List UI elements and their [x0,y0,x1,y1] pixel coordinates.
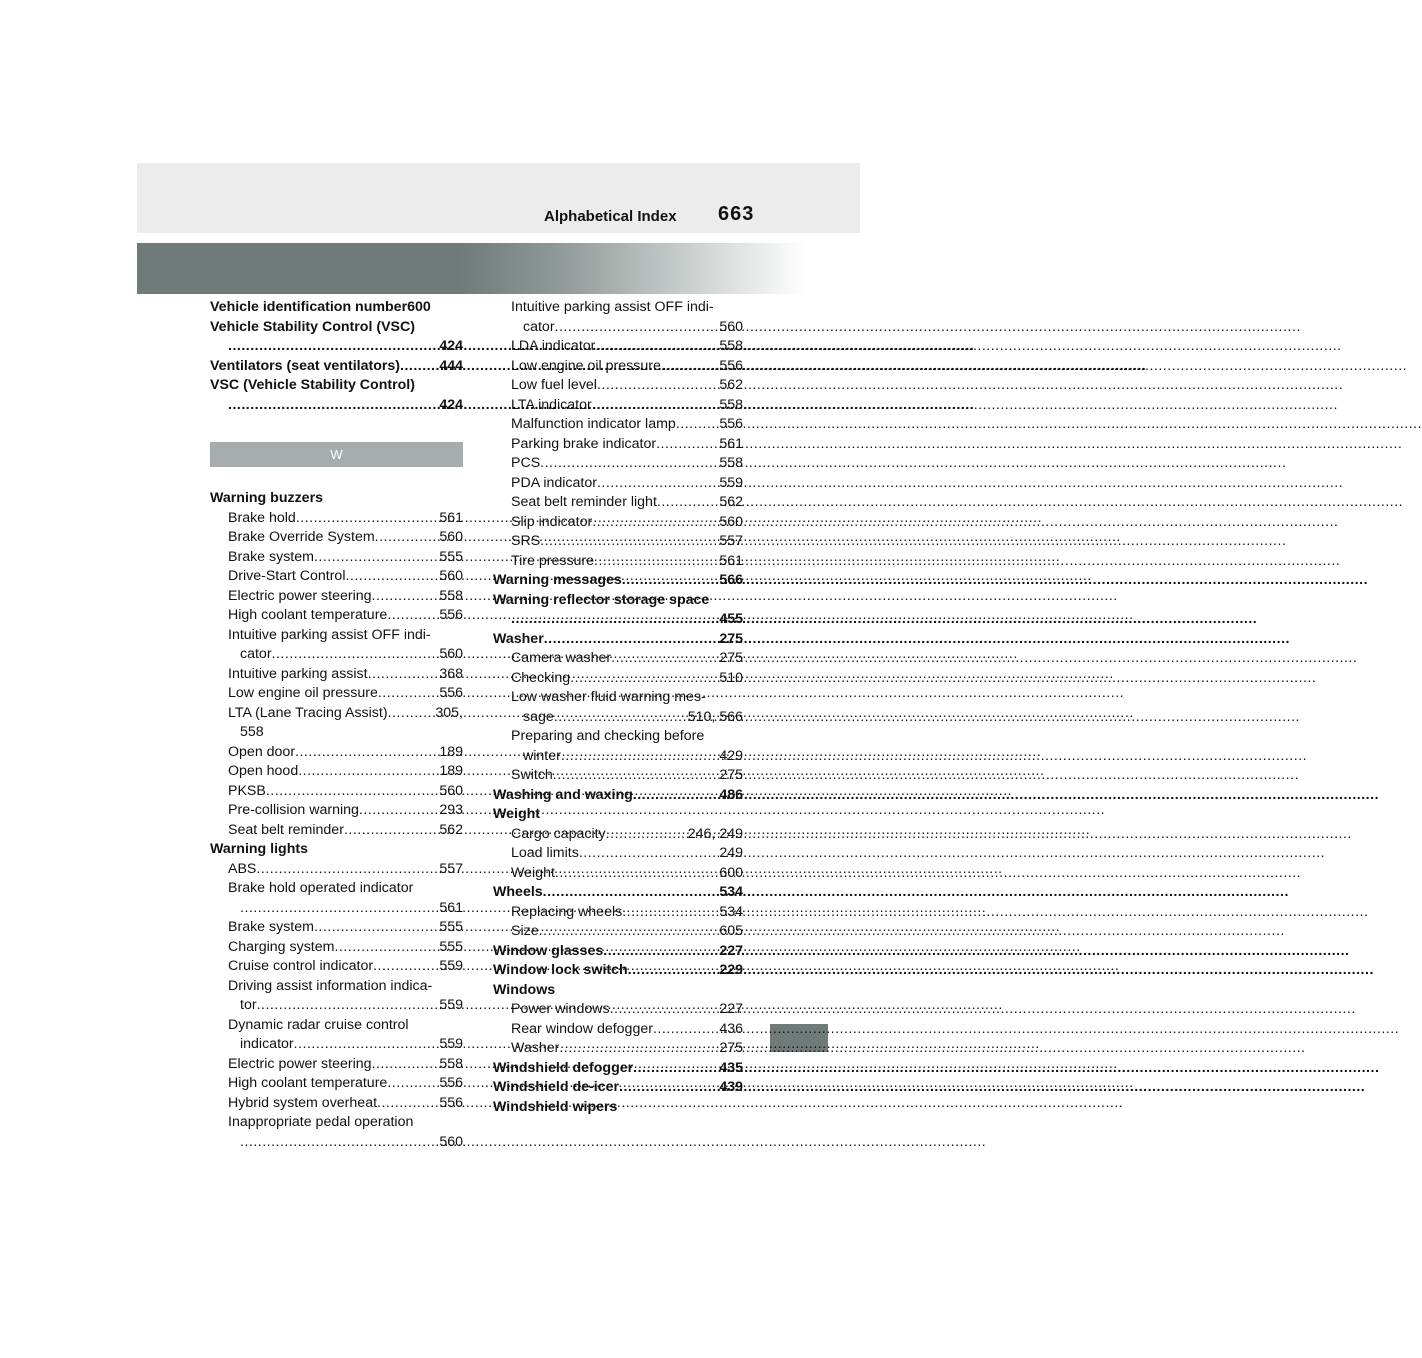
index-entry: Vehicle identification number600 [210,299,431,315]
index-subentry: Inappropriate pedal operation [228,1114,414,1130]
index-subentry-cont: winter ..... 429 [493,747,743,767]
index-subentry: Weight ..... 600 [493,864,743,884]
index-subentry: Dynamic radar cruise control [228,1016,409,1033]
index-subentry: Brake hold operated indicator [228,880,414,896]
index-subentry: Malfunction indicator lamp ..... 556 [493,415,743,435]
index-subentry: Driving assist information indica- [228,977,433,994]
index-subentry: Low washer fluid warning mes- [511,689,706,705]
index-subentry-cont: ..... 560 [210,1133,463,1153]
index-entry: Window lock switch ..... 229 [493,961,743,981]
index-entry: Warning reflector storage space [493,591,710,608]
index-entry: Windshield defogger ..... 435 [493,1059,743,1079]
index-subentry: ABS ..... 557 [210,860,463,880]
index-subentry: Drive-Start Control ..... 560 [210,567,463,587]
index-subentry-cont: ..... 561 [210,899,463,919]
index-subentry: Seat belt reminder ..... 562 [210,821,463,841]
index-subentry: High coolant temperature ..... 556 [210,606,463,626]
index-subentry: Brake hold ..... 561 [210,509,463,529]
index-subentry: PDA indicator ..... 559 [493,474,743,494]
index-subentry: High coolant temperature ..... 556 [210,1074,463,1094]
index-subentry: Parking brake indicator ..... 561 [493,435,743,455]
index-subentry: Switch ..... 275 [493,766,743,786]
index-heading: Warning lights [210,841,308,857]
index-entry: Warning messages ..... 566 [493,571,743,591]
index-subentry: Checking ..... 510 [493,669,743,689]
index-entry: Window glasses ..... 227 [493,942,743,962]
index-subentry: Low engine oil pressure ..... 556 [493,357,743,377]
index-subentry-cont: 558 [240,724,264,740]
index-subentry: PKSB ..... 560 [210,782,463,802]
index-entry-cont: ..... 424 [210,396,463,416]
index-subentry: Tire pressure ..... 561 [493,552,743,572]
index-subentry: Pre-collision warning ..... 293 [210,801,463,821]
index-subentry: Intuitive parking assist ..... 368 [210,665,463,685]
index-subentry: Seat belt reminder light ..... 562 [493,493,743,513]
index-column-left [210,298,463,1152]
index-subentry: Charging system ..... 555 [210,938,463,958]
index-subentry: PCS ..... 558 [493,454,743,474]
index-subentry: Preparing and checking before [511,728,705,744]
index-heading: Windshield wipers [493,1098,618,1115]
index-subentry-cont: tor ..... 559 [210,996,463,1016]
index-heading: Windows [493,981,556,998]
index-subentry: Low engine oil pressure ..... 556 [210,684,463,704]
index-subentry: Electric power steering ..... 558 [210,587,463,607]
index-subentry: Power windows ..... 227 [493,1000,743,1020]
index-entry-cont: ..... 455 [493,610,743,630]
index-subentry: LTA (Lane Tracing Assist) ..... 305, [210,704,463,724]
index-subentry: SRS ..... 557 [493,532,743,552]
index-subentry-cont: cator ..... 560 [210,645,463,665]
index-subentry: Cruise control indicator ..... 559 [210,957,463,977]
letter-section-band: W [210,442,463,467]
index-subentry: Brake system ..... 555 [210,918,463,938]
index-entry: Vehicle Stability Control (VSC) [210,318,415,335]
index-entry: Wheels ..... 534 [493,883,743,903]
index-subentry: Size ..... 605 [493,922,743,942]
index-subentry: LDA indicator ..... 558 [493,337,743,357]
index-subentry: Electric power steering ..... 558 [210,1055,463,1075]
index-entry: Washer ..... 275 [493,630,743,650]
index-subentry: Hybrid system overheat ..... 556 [210,1094,463,1114]
index-subentry: LTA indicator ..... 558 [493,396,743,416]
index-entry: Windshield de-icer ..... 439 [493,1078,743,1098]
index-subentry: Brake system ..... 555 [210,548,463,568]
subentry-list [210,509,463,626]
index-entry: Ventilators (seat ventilators) ..... 444 [210,357,463,377]
index-subentry: Open door ..... 189 [210,743,463,763]
index-column-right [493,298,743,1117]
page-number: 663 [718,203,755,225]
index-subentry: Intuitive parking assist OFF indi- [228,626,431,643]
index-subentry-cont: indicator ..... 559 [210,1035,463,1055]
index-subentry: Rear window defogger ..... 436 [493,1020,743,1040]
index-subentry: Brake Override System ..... 560 [210,528,463,548]
index-subentry: Low fuel level ..... 562 [493,376,743,396]
index-subentry: Slip indicator ..... 560 [493,513,743,533]
index-subentry-cont: sage ..... 510, 566 [493,708,743,728]
index-subentry: Replacing wheels ..... 534 [493,903,743,923]
index-subentry: Load limits ..... 249 [493,844,743,864]
index-subentry: Open hood ..... 189 [210,762,463,782]
index-subentry: Cargo capacity ..... 246, 249 [493,825,743,845]
index-entry: VSC (Vehicle Stability Control) [210,377,415,393]
index-heading: Warning buzzers [210,490,323,506]
index-entry-cont: ..... 424 [210,337,463,357]
index-subentry: Camera washer ..... 275 [493,649,743,669]
index-subentry: Washer ..... 275 [493,1039,743,1059]
index-heading: Weight [493,806,541,822]
index-subentry: Intuitive parking assist OFF indi- [511,299,714,315]
header-gradient-band [137,243,807,294]
index-entry: Washing and waxing ..... 486 [493,786,743,806]
header-title: Alphabetical Index [544,208,677,225]
index-subentry-cont: cator ..... 560 [493,318,743,338]
